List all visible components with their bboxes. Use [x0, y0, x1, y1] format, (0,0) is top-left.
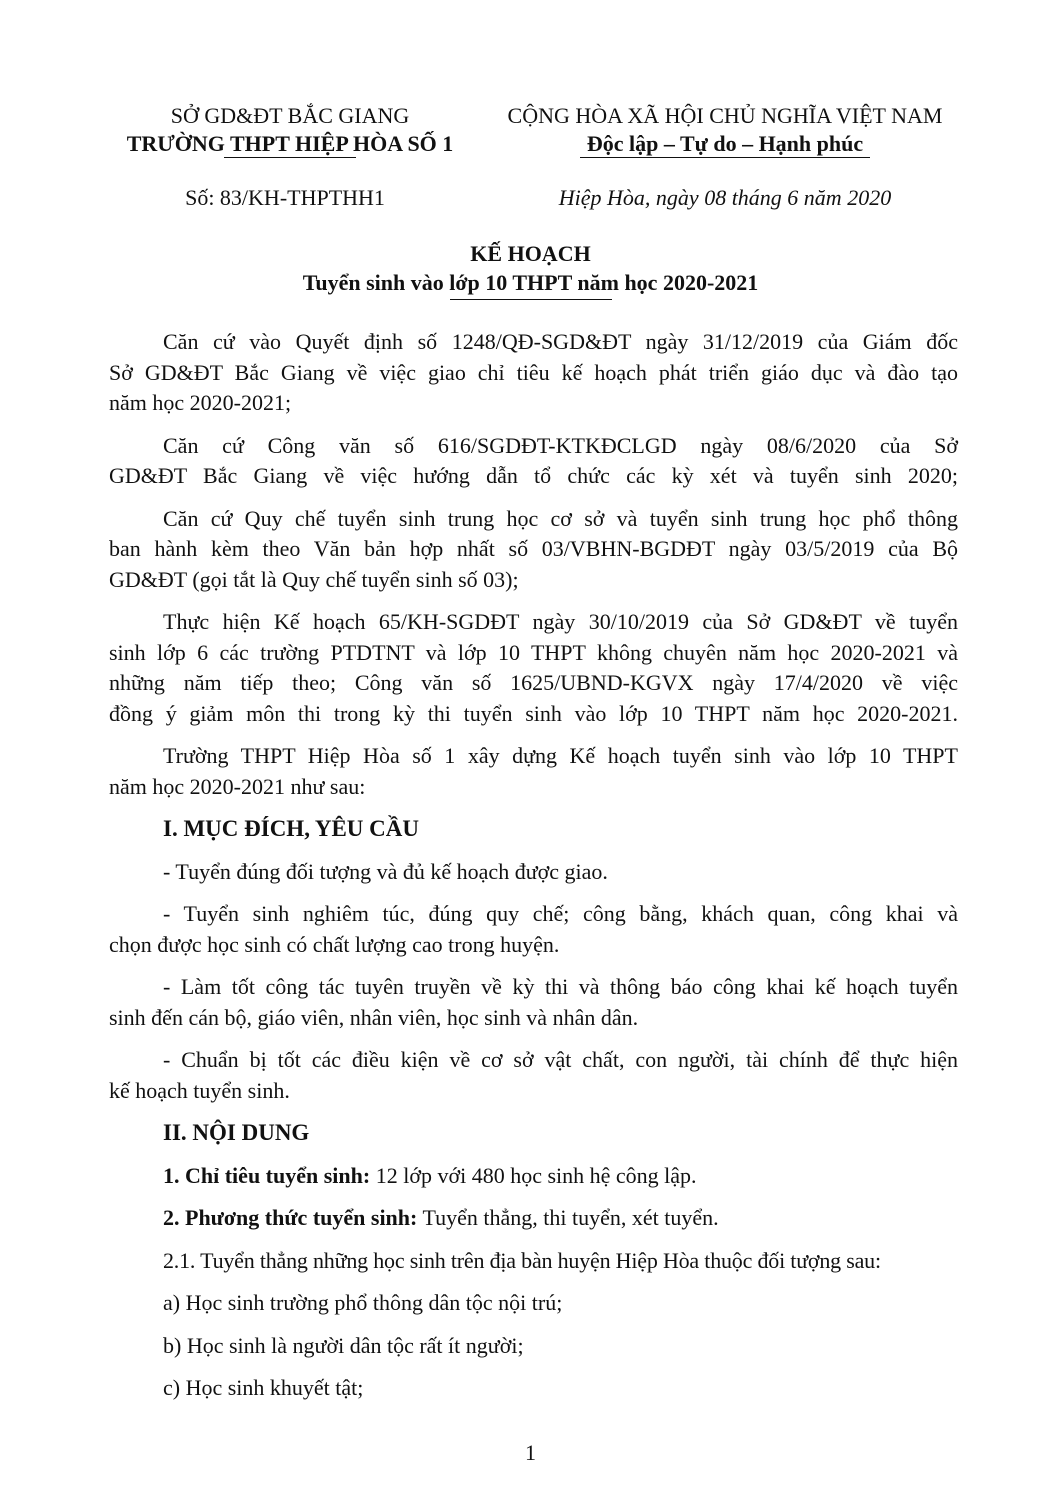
text-line: Căn cứ Công văn số 616/SGDĐT-KTKĐCLGD ngày 08/6/2020 của Sở [163, 432, 958, 458]
item-label: 1. Chỉ tiêu tuyển sinh: [163, 1162, 371, 1188]
document-title: KẾ HOẠCH [470, 241, 591, 266]
title-underline [450, 299, 612, 300]
issuer-department: SỞ GD&ĐT BẮC GIANG [170, 103, 410, 128]
item-text: Tuyển thẳng, thi tuyển, xét tuyển. [417, 1205, 719, 1230]
bullet-3 [109, 972, 958, 1033]
item-b: b) Học sinh là người dân tộc rất ít người; [163, 1332, 524, 1358]
paragraph-intro [109, 741, 958, 802]
document-subtitle: Tuyển sinh vào lớp 10 THPT năm học 2020-2021 [302, 270, 759, 295]
text-line: đồng ý giảm môn thi trong kỳ thi tuyển sinh vào lớp 10 THPT năm học 2020-2021. [109, 700, 958, 726]
national-title: CỘNG HÒA XÃ HỘI CHỦ NGHĨA VIỆT NAM [507, 103, 943, 128]
text-line: những năm tiếp theo; Công văn số 1625/UBND-KGVX ngày 17/4/2020 về việc [109, 670, 958, 695]
document-number: Số: 83/KH-THPTHH1 [185, 185, 385, 210]
text-line: ban hành kèm theo Văn bản hợp nhất số 03/VBHN-BGDĐT ngày 03/5/2019 của Bộ [109, 536, 958, 561]
text-line: - Chuẩn bị tốt các điều kiện về cơ sở vật chất, con người, tài chính để thực hiện [163, 1047, 958, 1072]
motto-underline [580, 157, 870, 158]
text-line: Căn cứ Quy chế tuyển sinh trung học cơ sở và tuyển sinh trung học phổ thông [163, 505, 958, 531]
paragraph-implementation [109, 607, 958, 729]
page-number: 1 [525, 1440, 536, 1465]
text-line: sinh đến cán bộ, giáo viên, nhân viên, học sinh và nhân dân. [109, 1004, 639, 1030]
issuer-underline [224, 157, 356, 158]
text-line: năm học 2020-2021 như sau: [109, 773, 366, 799]
text-line: - Tuyển sinh nghiêm túc, đúng quy chế; công bằng, khách quan, công khai và [163, 901, 958, 926]
item-direct-admission: 2.1. Tuyển thẳng những học sinh trên địa bàn huyện Hiệp Hòa thuộc đối tượng sau: [163, 1247, 881, 1273]
item-quota [163, 1161, 958, 1192]
paragraph-basis-1 [109, 327, 958, 419]
paragraph-basis-3 [109, 504, 958, 596]
bullet-2 [109, 899, 958, 960]
item-text: 12 lớp với 480 học sinh hệ công lập. [370, 1162, 697, 1188]
text-line: GD&ĐT (gọi tắt là Quy chế tuyển sinh số 03); [109, 566, 519, 592]
place-date: Hiệp Hòa, ngày 08 tháng 6 năm 2020 [558, 185, 892, 210]
text-line: sinh lớp 6 các trường PTDTNT và lớp 10 THPT không chuyên năm học 2020-2021 và [109, 639, 958, 665]
bullet-4 [109, 1045, 958, 1106]
text-line: - Tuyển đúng đối tượng và đủ kế hoạch được giao. [163, 858, 608, 884]
bullet-1 [163, 857, 958, 888]
document-body [109, 327, 958, 1416]
item-method [163, 1203, 958, 1234]
item-label: 2. Phương thức tuyển sinh: [163, 1205, 418, 1230]
text-line: Trường THPT Hiệp Hòa số 1 xây dựng Kế hoạch tuyển sinh vào lớp 10 THPT [163, 743, 958, 768]
section-heading-content: II. NỘI DUNG [163, 1120, 310, 1145]
text-line: GD&ĐT Bắc Giang về việc hướng dẫn tổ chức các kỳ xét và tuyển sinh 2020; [109, 463, 958, 488]
item-c: c) Học sinh khuyết tật; [163, 1375, 364, 1400]
national-motto: Độc lập – Tự do – Hạnh phúc [586, 131, 864, 156]
text-line: Sở GD&ĐT Bắc Giang về việc giao chỉ tiêu kế hoạch phát triển giáo dục và đào tạo [109, 359, 958, 385]
section-heading-purpose: I. MỤC ĐÍCH, YÊU CẦU [163, 816, 419, 841]
text-line: Thực hiện Kế hoạch 65/KH-SGDĐT ngày 30/10/2019 của Sở GD&ĐT về tuyển [163, 609, 958, 634]
paragraph-basis-2 [109, 431, 958, 492]
issuer-school: TRƯỜNG THPT HIỆP HÒA SỐ 1 [126, 131, 454, 156]
text-line: năm học 2020-2021; [109, 390, 292, 415]
text-line: chọn được học sinh có chất lượng cao trong huyện. [109, 931, 560, 957]
text-line: kế hoạch tuyển sinh. [109, 1077, 290, 1103]
item-a: a) Học sinh trường phổ thông dân tộc nội trú; [163, 1290, 563, 1315]
text-line: Căn cứ vào Quyết định số 1248/QĐ-SGD&ĐT ngày 31/12/2019 của Giám đốc [163, 329, 958, 354]
text-line: - Làm tốt công tác tuyên truyền về kỳ thi và thông báo công khai kế hoạch tuyển [163, 974, 958, 999]
